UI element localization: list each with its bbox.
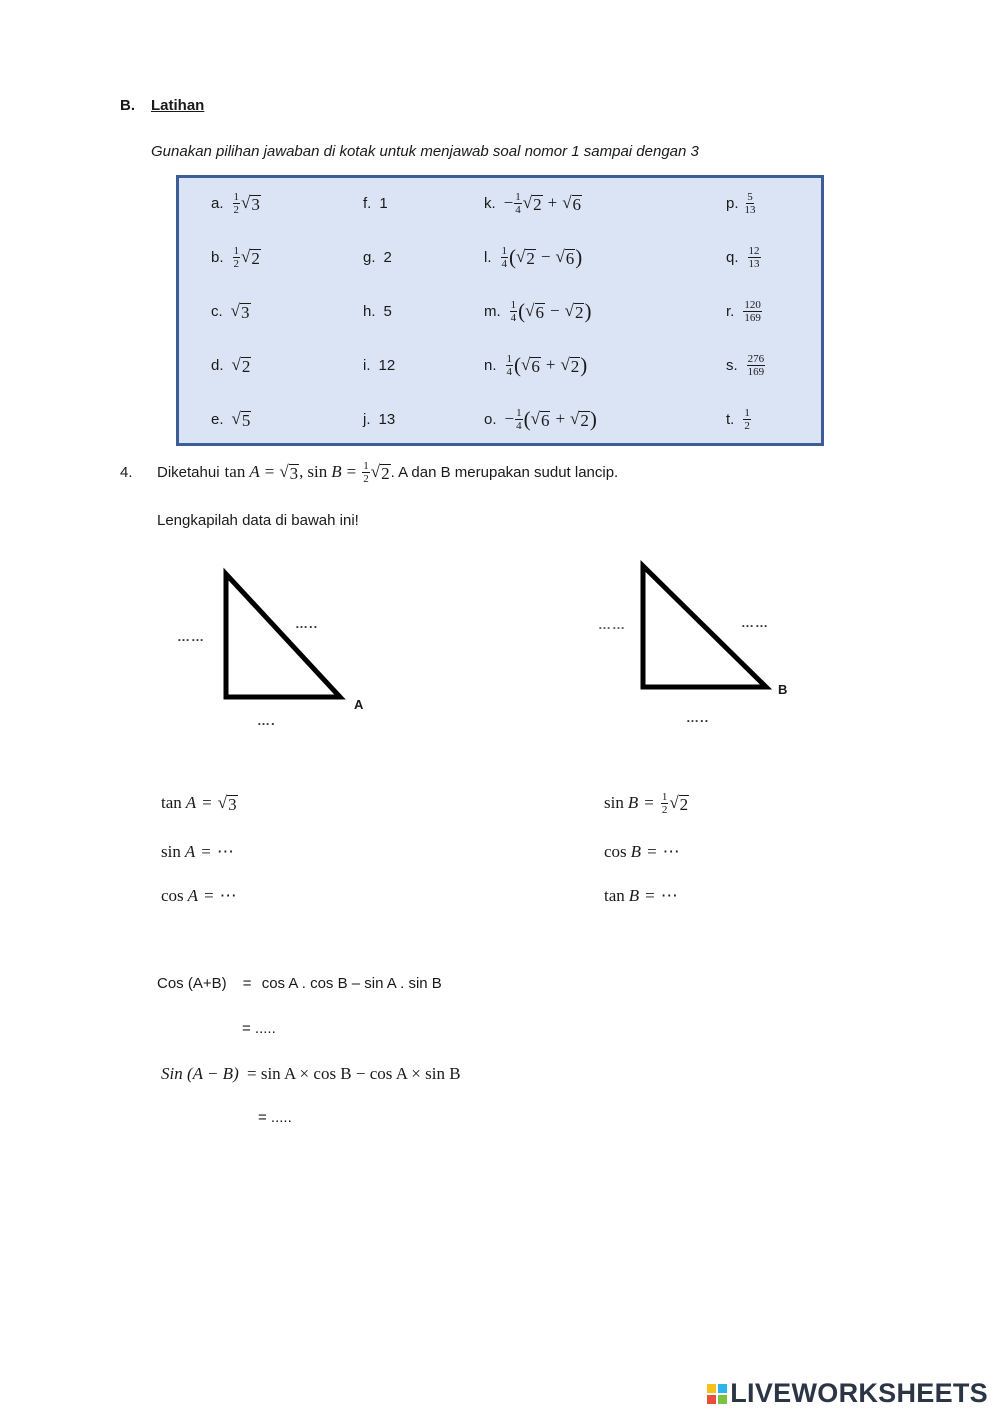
- triangle-b-bottom-side[interactable]: …..: [686, 710, 710, 725]
- fraction: [747, 353, 766, 378]
- sin-a-answer-blank[interactable]: ⋯: [216, 842, 234, 861]
- option-k: [484, 188, 582, 218]
- cos-b-line: [604, 840, 680, 864]
- denominator: 2: [363, 472, 369, 485]
- cos-function: cos: [161, 886, 184, 905]
- fraction: [233, 191, 241, 216]
- fraction: [510, 299, 518, 324]
- denominator: 169: [747, 365, 765, 378]
- denominator: 13: [744, 203, 756, 216]
- section-title: Latihan: [151, 97, 205, 114]
- option-label: a.: [211, 194, 224, 212]
- cos-b-answer-blank[interactable]: ⋯: [662, 842, 680, 861]
- square-root: √ 2: [522, 193, 542, 214]
- equals-sign: =: [242, 975, 252, 992]
- option-r: [726, 296, 763, 326]
- triangle-a-hypotenuse[interactable]: …..: [295, 616, 319, 631]
- option-j: [363, 404, 395, 434]
- triangle-a-shape: [226, 574, 340, 697]
- radicand: 6: [531, 357, 540, 376]
- numerator: 1: [661, 790, 668, 803]
- square-root: √ 2: [241, 247, 260, 268]
- option-q: [726, 242, 762, 272]
- prompt-text: Lengkapilah data di bawah ini!: [157, 512, 359, 529]
- triangle-a-bottom-side[interactable]: ….: [257, 713, 276, 728]
- radicand: 3: [251, 195, 260, 214]
- option-label: q.: [726, 248, 739, 266]
- radicand: 6: [540, 411, 550, 430]
- option-value: 2: [383, 248, 392, 266]
- logo-text: LIVEWORKSHEETS: [730, 1378, 988, 1408]
- operator: −: [540, 247, 551, 266]
- option-b: [211, 242, 261, 272]
- option-label: r.: [726, 302, 735, 320]
- denominator: 4: [510, 311, 517, 324]
- equals-sign: =: [645, 886, 655, 905]
- numerator: 1: [515, 190, 521, 203]
- square-root: √ 3: [241, 193, 260, 214]
- option-label: g.: [363, 248, 376, 266]
- option-g: [363, 242, 392, 272]
- sin-diff-lhs: Sin (A − B): [161, 1064, 239, 1083]
- square-root: √ 2: [516, 247, 535, 268]
- operator: +: [547, 193, 558, 212]
- option-e: [211, 404, 251, 434]
- fraction: [233, 245, 241, 270]
- cos-sum-rhs: cos A . cos B – sin A . sin B: [261, 975, 442, 992]
- radicand: 2: [574, 303, 584, 322]
- option-t: [726, 404, 752, 434]
- operator: +: [545, 355, 556, 374]
- sin-diff-answer-blank[interactable]: = .....: [258, 1109, 292, 1126]
- denominator: 2: [233, 203, 240, 216]
- equals-sign: =: [644, 793, 654, 812]
- option-label: h.: [363, 302, 376, 320]
- given-suffix: . A dan B merupakan sudut lancip.: [390, 463, 619, 481]
- option-label: s.: [726, 356, 738, 374]
- logo-block: [707, 1395, 716, 1404]
- sin-function: sin: [161, 842, 181, 861]
- fraction: [515, 407, 523, 432]
- radicand: 2: [381, 464, 390, 483]
- option-label: n.: [484, 356, 497, 374]
- square-root: √ 5: [231, 409, 251, 430]
- option-label: m.: [484, 302, 501, 320]
- option-label: o.: [484, 410, 497, 428]
- given-prefix: Diketahui: [157, 463, 220, 481]
- cos-sum-answer-blank[interactable]: = .....: [242, 1020, 276, 1037]
- equals-sign: =: [647, 842, 657, 861]
- option-label: f.: [363, 194, 372, 212]
- tan-a-line: [161, 788, 238, 818]
- sin-function: sin: [604, 793, 624, 812]
- numerator: 1: [363, 459, 369, 472]
- option-label: k.: [484, 194, 496, 212]
- cos-sum-formula: [157, 975, 442, 992]
- variable-a: A: [187, 886, 199, 905]
- variable-b: B: [331, 462, 342, 481]
- logo-blocks-icon: [707, 1384, 727, 1404]
- fraction: [506, 353, 514, 378]
- fraction: [748, 245, 761, 270]
- radicand: 2: [251, 249, 260, 268]
- minus-sign: −: [503, 193, 514, 212]
- fraction: [743, 299, 762, 324]
- square-root: √ 2: [560, 355, 580, 376]
- numerator: 1: [506, 352, 513, 365]
- tan-function: tan: [224, 462, 246, 481]
- option-label: t.: [726, 410, 735, 428]
- equals-sign: =: [346, 462, 357, 481]
- fraction: [744, 191, 757, 216]
- logo-block: [707, 1384, 716, 1393]
- square-root: √ 6: [555, 247, 575, 268]
- square-root: √ 2: [570, 409, 589, 430]
- square-root: √ 2: [231, 355, 251, 376]
- fraction: [514, 191, 522, 216]
- option-label: i.: [363, 356, 371, 374]
- radicand: 6: [565, 249, 575, 268]
- option-n: n. $\frac{1}{4}$ ( √ 6 + √ 2 ): [484, 352, 588, 378]
- option-o: o. − $\frac{1}{4}$ ( √ 6 + √ 2 ): [484, 406, 597, 432]
- radicand: 3: [228, 795, 237, 814]
- square-root: √ 2: [669, 793, 689, 814]
- radicand: 2: [679, 795, 689, 814]
- option-value: 12: [378, 356, 396, 374]
- numerator: 1: [233, 190, 240, 203]
- cos-a-line: [161, 884, 237, 908]
- denominator: 4: [506, 365, 513, 378]
- section-letter: B.: [120, 97, 135, 114]
- numerator: 1: [233, 244, 240, 257]
- variable-b: B: [630, 842, 642, 861]
- denominator: 4: [501, 257, 507, 270]
- option-s: [726, 350, 766, 380]
- triangle-b-left-side[interactable]: ……: [598, 617, 626, 632]
- minus-sign: −: [504, 409, 515, 428]
- denominator: 169: [744, 311, 761, 324]
- denominator: 2: [744, 419, 750, 432]
- radicand: 6: [535, 303, 545, 322]
- sin-function: sin: [307, 462, 328, 481]
- numerator: 1: [501, 244, 507, 257]
- option-label: b.: [211, 248, 224, 266]
- operator: +: [555, 409, 566, 428]
- logo-block: [718, 1384, 727, 1393]
- radicand: 2: [570, 357, 580, 376]
- option-c: [211, 296, 251, 326]
- radicand: 2: [533, 195, 542, 214]
- triangle-a-left-side[interactable]: ……: [177, 629, 205, 644]
- radicand: 2: [526, 249, 535, 268]
- section-heading: [120, 97, 204, 114]
- radicand: 3: [289, 464, 299, 483]
- square-root: √ 6: [525, 301, 545, 322]
- numerator: 276: [747, 352, 765, 365]
- option-label: d.: [211, 356, 224, 374]
- vertex-a-label: A: [354, 697, 364, 712]
- variable-a: A: [185, 793, 197, 812]
- variable-b: B: [627, 793, 639, 812]
- numerator: 1: [744, 406, 750, 419]
- equals-sign: =: [202, 793, 212, 812]
- tan-function: tan: [161, 793, 182, 812]
- cos-function: cos: [604, 842, 627, 861]
- equals-sign: =: [264, 462, 275, 481]
- denominator: 13: [748, 257, 760, 270]
- sin-a-line: [161, 840, 234, 864]
- square-root: √ 6: [521, 355, 540, 376]
- numerator: 1: [516, 406, 522, 419]
- problem-number: 4.: [120, 464, 133, 481]
- vertex-b-label: B: [778, 682, 788, 697]
- logo-block: [718, 1395, 727, 1404]
- denominator: 2: [233, 257, 240, 270]
- numerator: 1: [510, 298, 517, 311]
- square-root: √ 2: [564, 301, 584, 322]
- option-i: [363, 350, 395, 380]
- variable-a: A: [184, 842, 196, 861]
- equals-sign: =: [204, 886, 214, 905]
- tan-function: tan: [604, 886, 625, 905]
- option-d: [211, 350, 251, 380]
- variable-a: A: [249, 462, 260, 481]
- square-root: √ 6: [562, 193, 582, 214]
- problem-statement: Diketahui tan A = √ 3 , sin B = $\frac{1}{2}$ √ 2 . A dan B merupakan sudut lancip.: [157, 459, 619, 485]
- option-h: [363, 296, 392, 326]
- fraction: [501, 245, 509, 270]
- sin-b-line: [604, 788, 689, 818]
- option-label: j.: [363, 410, 371, 428]
- option-l: l. $\frac{1}{4}$ ( √ 2 − √ 6 ): [484, 244, 583, 270]
- equals-sign: =: [201, 842, 211, 861]
- radicand: 6: [572, 195, 582, 214]
- fraction: [661, 791, 669, 816]
- option-m: m. $\frac{1}{4}$ ( √ 6 − √ 2 ): [484, 298, 592, 324]
- option-label: e.: [211, 410, 224, 428]
- radicand: 2: [580, 411, 589, 430]
- triangle-b-hypotenuse[interactable]: ……: [741, 615, 769, 630]
- numerator: 5: [747, 190, 753, 203]
- radicand: 5: [241, 411, 251, 430]
- cos-a-answer-blank[interactable]: ⋯: [219, 886, 237, 905]
- liveworksheets-logo: [707, 1378, 988, 1409]
- triangle-a-figure: [215, 565, 355, 710]
- operator: −: [550, 301, 560, 320]
- answer-choices-box: [176, 175, 824, 446]
- numerator: 120: [744, 298, 761, 311]
- option-value: 1: [379, 194, 388, 212]
- sin-diff-formula: [161, 1064, 461, 1084]
- sin-diff-rhs: = sin A × cos B − cos A × sin B: [246, 1064, 461, 1083]
- fraction: [362, 460, 370, 485]
- square-root: √ 6: [530, 409, 550, 430]
- option-p: [726, 188, 758, 218]
- option-value: 5: [383, 302, 392, 320]
- denominator: 4: [515, 203, 521, 216]
- variable-b: B: [628, 886, 640, 905]
- numerator: 12: [748, 244, 760, 257]
- denominator: 4: [516, 419, 522, 432]
- fraction: [743, 407, 751, 432]
- option-a: [211, 188, 261, 218]
- option-value: 13: [378, 410, 396, 428]
- square-root: √ 2: [370, 462, 390, 483]
- option-label: c.: [211, 302, 223, 320]
- option-f: [363, 188, 388, 218]
- instruction-text: Gunakan pilihan jawaban di kotak untuk menjawab soal nomor 1 sampai dengan 3: [151, 143, 699, 160]
- tan-b-line: [604, 884, 678, 908]
- square-root: √ 3: [230, 301, 250, 322]
- tan-b-answer-blank[interactable]: ⋯: [660, 886, 678, 905]
- radicand: 2: [241, 357, 251, 376]
- option-label: l.: [484, 248, 492, 266]
- denominator: 2: [661, 803, 668, 816]
- option-label: p.: [726, 194, 739, 212]
- square-root: √ 3: [217, 793, 237, 814]
- square-root: √ 3: [279, 462, 299, 483]
- cos-sum-lhs: Cos (A+B): [157, 975, 227, 992]
- radicand: 3: [241, 303, 250, 322]
